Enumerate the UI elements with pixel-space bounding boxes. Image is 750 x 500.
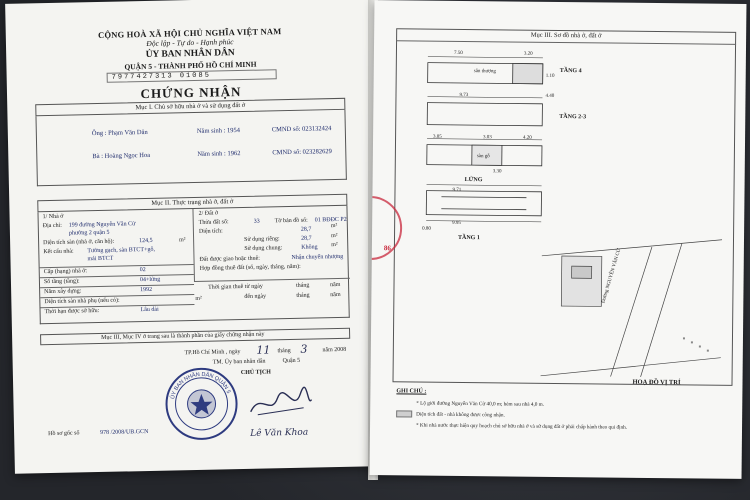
dim-floor4-right: 1.10 (545, 73, 555, 79)
dim-top-right: 3.20 (523, 51, 533, 57)
lease-to-year: năm (330, 291, 341, 299)
serial-number: 7977427313 01085 (111, 71, 211, 82)
red-seal-number: 86 (383, 244, 391, 253)
dim-top: 7.50 (453, 50, 463, 56)
land-area-value: 28,7 (300, 226, 312, 233)
dim-floor1: 9.71 (452, 187, 462, 193)
dim-mezz-a: 3.05 (433, 134, 442, 140)
ownership-term-value: Lâu dài (140, 306, 159, 314)
lease-from-month: tháng (296, 282, 310, 289)
label-floor1: TẦNG 1 (457, 234, 480, 242)
committee-name: ỦY BAN NHÂN DÂN (145, 48, 235, 60)
land-origin-label: Đất được giao hoặc thuê: (199, 255, 260, 263)
lease-from-label: Thời gian thuê từ ngày (208, 283, 263, 291)
note-unrecognized-area: Diện tích đất - nhà không được công nhận. (416, 411, 505, 419)
svg-text:ỦY BAN NHÂN DÂN QUẬN 5: ỦY BAN NHÂN DÂN QUẬN 5 (169, 371, 232, 400)
grade-value: 02 (139, 267, 146, 274)
dim-floor1-bottom: 9.95 (452, 220, 461, 226)
dim-floor23: 9.73 (459, 92, 469, 99)
structure-label: Kết cấu nhà: (43, 248, 74, 256)
owners-box (35, 110, 346, 186)
land-area-unit: m² (330, 222, 338, 230)
signature-scribble (245, 385, 316, 420)
year-label: Năm xây dựng: (44, 288, 82, 296)
dim-mezz-b: 3.03 (483, 135, 492, 141)
certificate-front-page (5, 0, 383, 474)
issue-month-label: tháng (277, 347, 291, 355)
land-origin-value: Nhận chuyển nhượng (291, 253, 344, 261)
owner1-id: CMND số: 023132424 (271, 125, 332, 134)
record-label: Hồ sơ gốc số (48, 430, 80, 438)
dim-floor23-right: 4.40 (545, 93, 555, 99)
floor-area-value: 124,5 (139, 237, 153, 245)
national-motto: Độc lập - Tự do - Hạnh phúc (146, 37, 234, 48)
unrecognized-area-swatch (396, 410, 412, 417)
owner1-birth: Năm sinh : 1954 (196, 127, 241, 135)
land-heading: 2/ Đất ở (198, 210, 219, 217)
owner2-name: Bà : Hoàng Ngọc Hoa (92, 151, 151, 161)
private-use-label: Sử dụng riêng: (244, 236, 280, 243)
section2-title: Mục II. Thực trạng nhà ở, đất ở (151, 198, 234, 207)
lease-from-year: năm (330, 281, 341, 289)
address-value: 199 đường Nguyễn Văn Cừ (68, 221, 136, 229)
issue-year: năm 2008 (322, 346, 347, 354)
address-label: Địa chỉ: (42, 222, 63, 230)
location-plan (530, 236, 732, 388)
owner2-id: CMND số: 023282629 (272, 148, 332, 157)
aux-area-unit: m² (195, 295, 202, 302)
national-title: CỘNG HOÀ XÃ HỘI CHỦ NGHĨA VIỆT NAM (97, 26, 282, 40)
signer-org: TM. Ủy ban nhân dân (212, 358, 266, 366)
label-floor23: TẦNG 2-3 (559, 114, 587, 121)
property-box (37, 206, 349, 324)
label-san-go: sàn gỗ (476, 154, 490, 160)
floor-area-unit: m² (179, 237, 186, 244)
parcel-value: 33 (253, 218, 260, 225)
floors-label: Số tầng (tầng): (43, 278, 80, 286)
signer-name: Lê Văn Khoa (250, 427, 309, 439)
note-planning: * Khi nhà nước thực hiện quy hoạch chủ sở hữu nhà ở và sử dụng đất ở phải chấp hành theo qui định. (416, 422, 628, 431)
note-road-width: * Lộ giới đường Nguyễn Văn Cừ 40,0 m; hẻm sau nhà 4,0 m. (416, 400, 545, 408)
grade-label: Cấp (hạng) nhà ở: (43, 268, 88, 276)
district-name: QUẬN 5 - THÀNH PHỐ HỒ CHÍ MINH (124, 59, 257, 72)
address-ward: phường 2 quận 5 (68, 229, 110, 237)
location-plan-title: HOẠ ĐỒ VỊ TRÍ (632, 378, 681, 387)
section3-4-text: Mục III, Mục IV ở trang sau là thành phần của giấy chứng nhận này (101, 331, 265, 341)
map-sheet-value: 01 BĐĐC P2 (314, 216, 347, 224)
section3-title: Mục III. Sơ đồ nhà ở, đất ở (530, 31, 602, 40)
dim-mezz-d: 3.30 (492, 169, 502, 175)
dim-mezz-c: 4.20 (523, 135, 532, 141)
private-use-value: 28,7 (301, 235, 312, 242)
certificate-back-page (370, 0, 747, 479)
floor-plan-diagram (416, 45, 628, 247)
shared-use-label: Sử dụng chung: (244, 245, 283, 252)
official-seal (163, 365, 241, 443)
ownership-term-label: Thời hạn được sở hữu: (44, 308, 100, 316)
structure-value: Tường gạch, sàn BTCT+gỗ, (87, 246, 156, 255)
section1-title: Mục I. Chủ sở hữu nhà ở và sử dụng đất ở (135, 101, 246, 112)
record-number: 978 /2008/UB.GCN (100, 428, 149, 437)
label-floor4: TẦNG 4 (559, 68, 582, 75)
dim-floor1-left: 0.80 (422, 226, 431, 232)
signer-role: CHỦ TỊCH (240, 369, 272, 377)
owner2-birth: Năm sinh : 1962 (197, 150, 241, 158)
lease-to-month: tháng (296, 292, 310, 299)
parcel-label: Thửa đất số: (198, 219, 229, 226)
year-value: 1992 (140, 286, 153, 294)
signer-org-district: Quận 5 (282, 357, 301, 365)
shared-use-unit: m² (331, 241, 338, 249)
issue-day: 11 (256, 343, 271, 357)
notes-heading: GHI CHÚ : (396, 388, 427, 395)
aux-area-label: Diện tích sàn nhà phụ (nếu có): (44, 297, 120, 306)
label-san-thuong: sân thượng (473, 69, 496, 75)
issue-month: 3 (300, 342, 308, 356)
issue-place-date: TP.Hồ Chí Minh , ngày (184, 349, 241, 357)
map-sheet-label: Tờ bản đồ số: (274, 217, 308, 225)
shared-use-value: Không (301, 244, 318, 251)
label-mezzanine: LỬNG (464, 177, 483, 184)
owner1-name: Ông : Phạm Văn Dân (91, 128, 148, 138)
certificate-title: CHỨNG NHẬN (140, 83, 242, 102)
land-area-label: Diện tích: (198, 228, 223, 235)
private-use-unit: m² (330, 232, 338, 240)
lease-to-label: đến ngày (244, 293, 267, 300)
floors-value: 04+lửng (139, 276, 161, 284)
lease-contract-label: Hợp đồng thuê đất (số, ngày, tháng, năm): (199, 263, 301, 272)
serial-box (107, 69, 277, 83)
floor-area-label: Diện tích sàn (nhà ở, căn hộ): (43, 238, 115, 247)
street-label: Đường NGUYỄN VĂN CỪ (601, 248, 623, 304)
house-heading: 1/ Nhà ở (42, 213, 64, 221)
structure-roof: mái BTCT (87, 255, 114, 263)
